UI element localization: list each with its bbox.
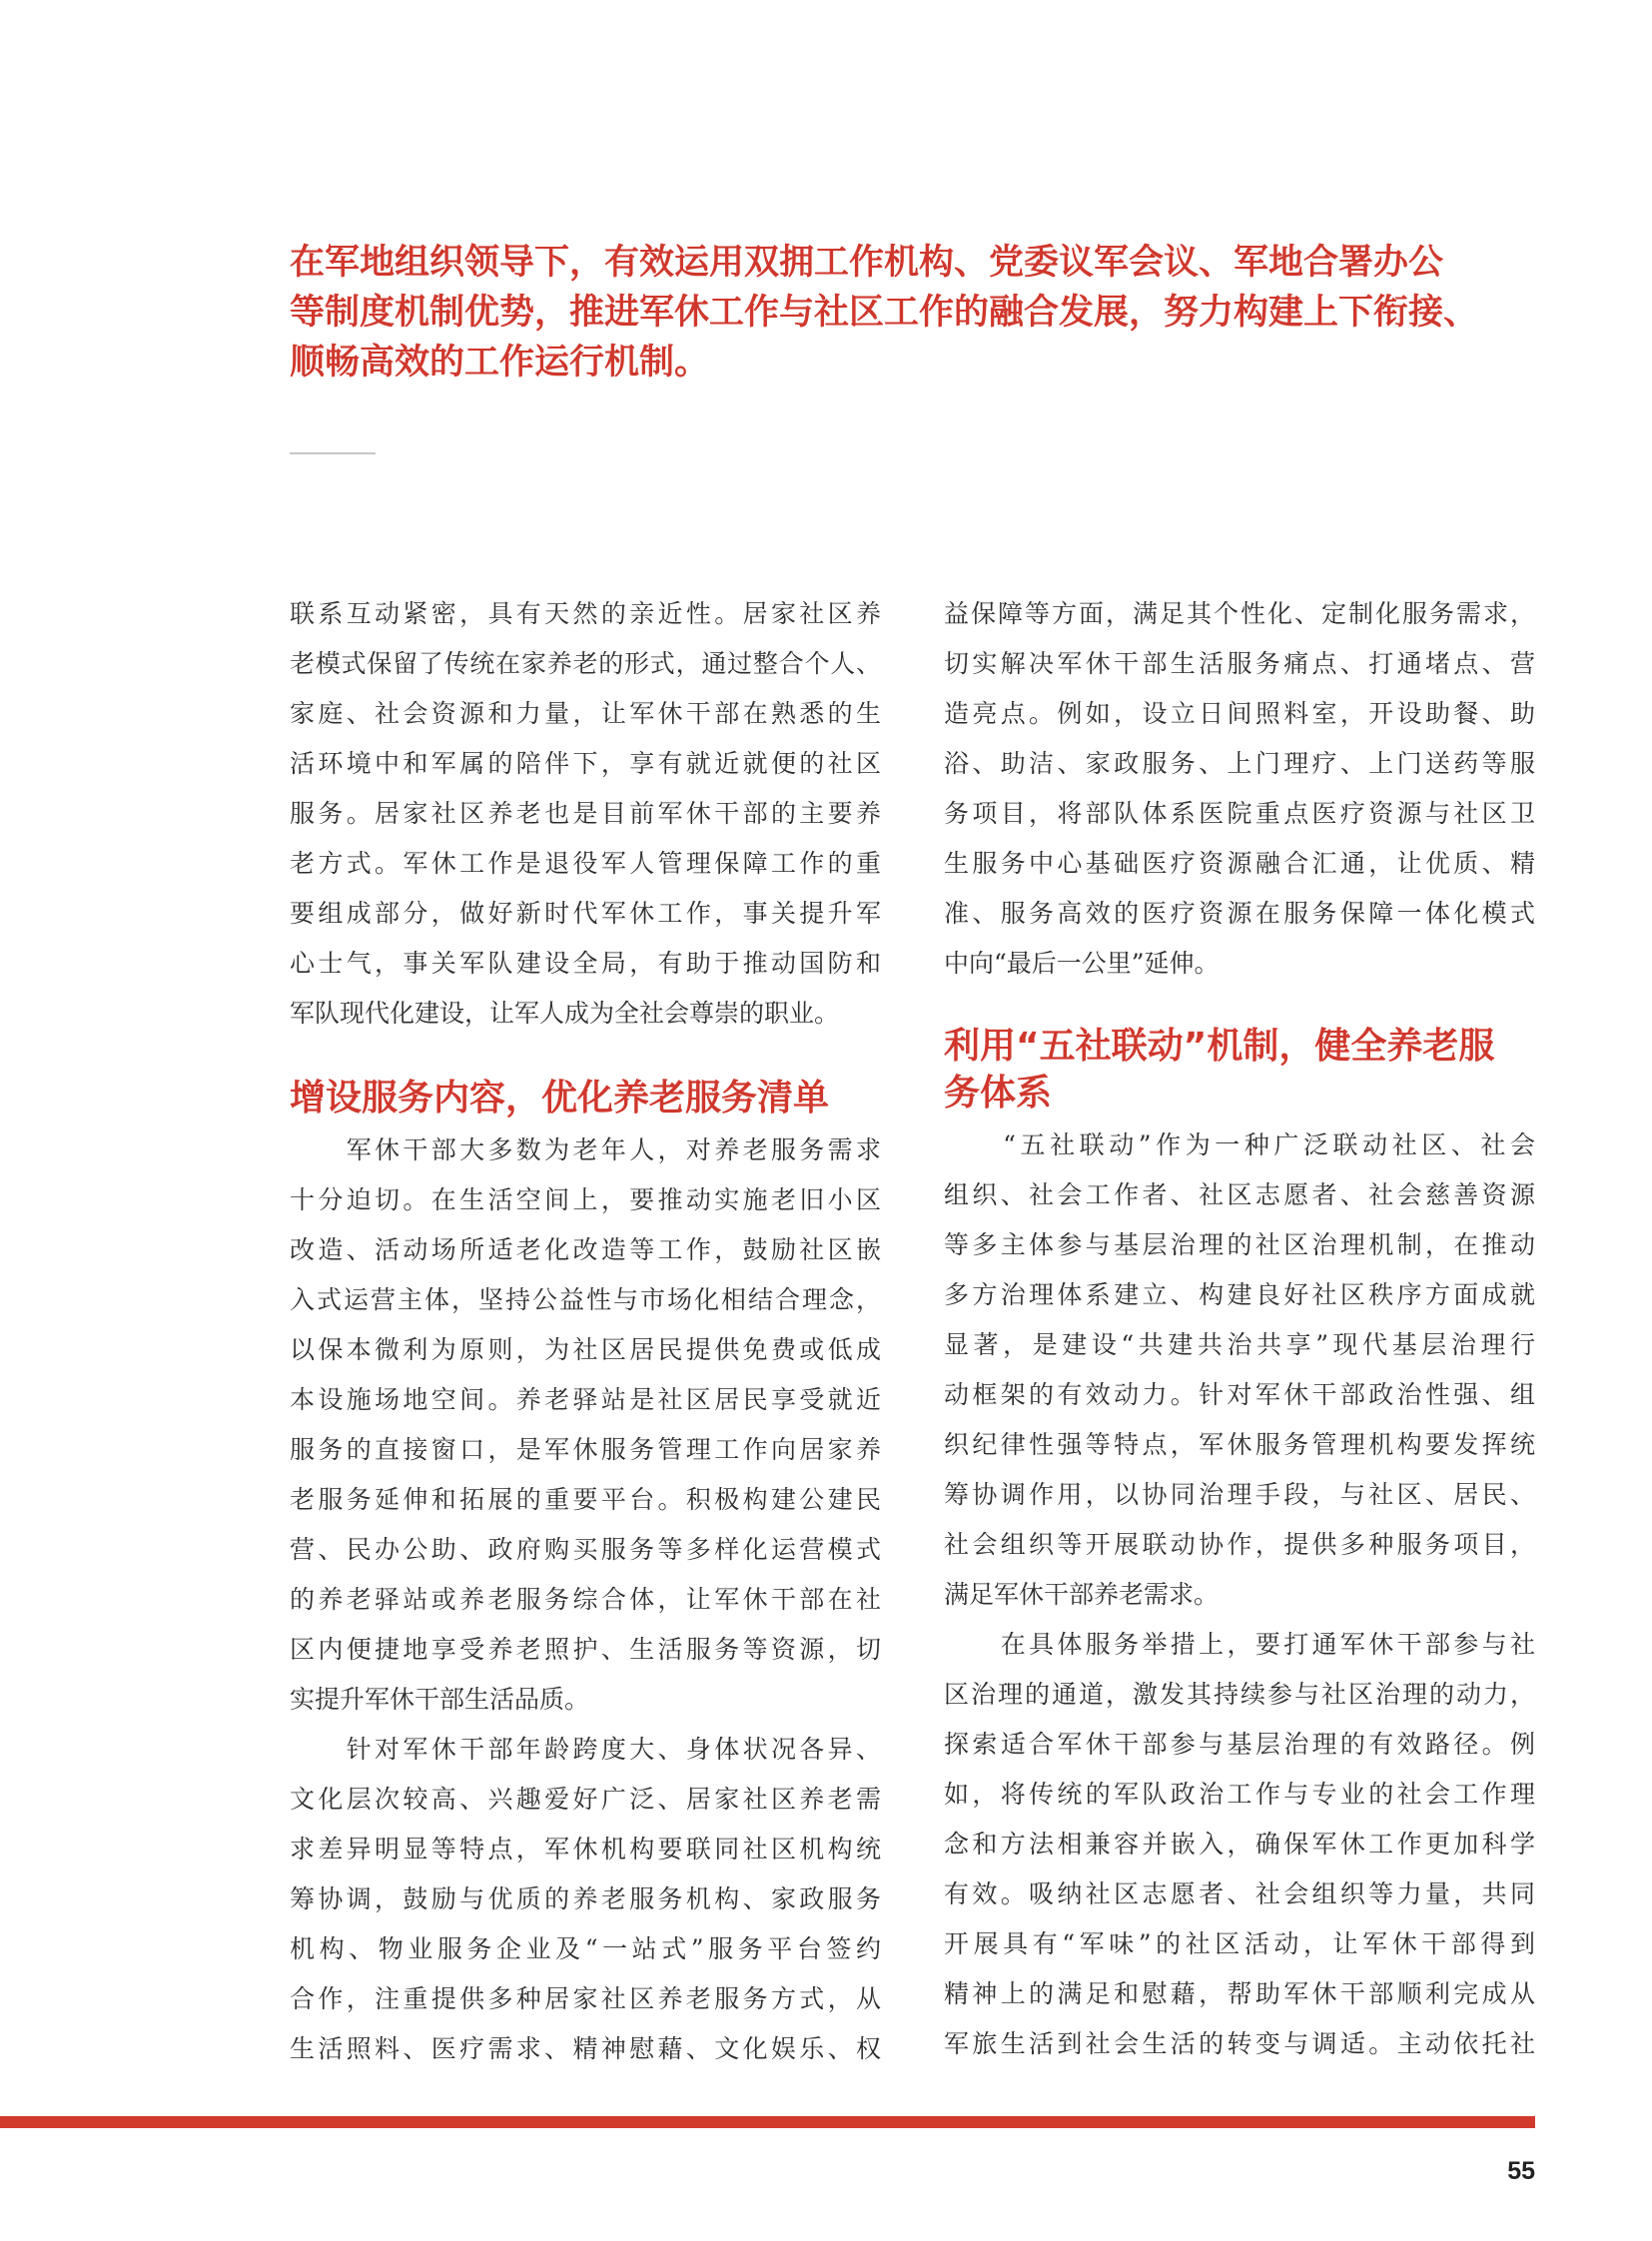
text-line: 中向“最后一公里”延伸。: [944, 949, 1220, 978]
text-line: 显著，是建设“共建共治共享”现代基层治理行: [944, 1330, 1535, 1359]
text-line: 针对军休干部年龄跨度大、身体状况各异、: [290, 1735, 881, 1764]
right-intro-paragraph: [944, 589, 1535, 989]
text-line: 筹协调作用，以协同治理手段，与社区、居民、: [944, 1480, 1535, 1509]
right-paragraph-1: [944, 1120, 1535, 1620]
text-line: 要组成部分，做好新时代军休工作，事关提升军: [290, 899, 881, 928]
text-line: 军休干部大多数为老年人，对养老服务需求: [290, 1135, 881, 1164]
text-line: 老模式保留了传统在家养老的形式，通过整合个人、: [290, 649, 881, 678]
text-line: 益保障等方面，满足其个性化、定制化服务需求，: [944, 599, 1535, 628]
pull-quote-line: 等制度机制优势，推进军休工作与社区工作的融合发展，努力构建上下衔接、: [290, 293, 1479, 333]
text-line: 合作，注重提供多种居家社区养老服务方式，从: [290, 1984, 881, 2013]
text-line: 老服务延伸和拓展的重要平台。积极构建公建民: [290, 1485, 881, 1514]
text-line: 生服务中心基础医疗资源融合汇通，让优质、精: [944, 849, 1535, 878]
text-line: “五社联动”作为一种广泛联动社区、社会: [944, 1130, 1535, 1159]
text-line: 切实解决军休干部生活服务痛点、打通堵点、营: [944, 649, 1535, 678]
text-line: 服务的直接窗口，是军休服务管理工作向居家养: [290, 1435, 881, 1464]
text-line: 在具体服务举措上，要打通军休干部参与社: [944, 1630, 1535, 1659]
text-line: 务项目，将部队体系医院重点医疗资源与社区卫: [944, 799, 1535, 828]
text-line: 开展具有“军味”的社区活动，让军休干部得到: [944, 1929, 1535, 1958]
text-line: 浴、助洁、家政服务、上门理疗、上门送药等服: [944, 749, 1535, 778]
right-paragraph-2: [944, 1620, 1535, 2069]
text-line: 准、服务高效的医疗资源在服务保障一体化模式: [944, 899, 1535, 928]
text-line: 服务。居家社区养老也是目前军休干部的主要养: [290, 799, 881, 828]
text-line: 以保本微利为原则，为社区居民提供免费或低成: [290, 1335, 881, 1364]
text-line: 精神上的满足和慰藉，帮助军休干部顺利完成从: [944, 1979, 1535, 2008]
text-line: 有效。吸纳社区志愿者、社会组织等力量，共同: [944, 1879, 1535, 1908]
text-line: 社会组织等开展联动协作，提供多种服务项目，: [944, 1530, 1535, 1559]
pull-quote-line: 在军地组织领导下，有效运用双拥工作机构、党委议军会议、军地合署办公: [290, 243, 1444, 283]
text-line: 探索适合军休干部参与基层治理的有效路径。例: [944, 1730, 1535, 1759]
text-line: 动框架的有效动力。针对军休干部政治性强、组: [944, 1380, 1535, 1409]
left-paragraph-1: [290, 1125, 881, 1725]
section-heading-line: 务体系: [944, 1073, 1053, 1114]
text-line: 本设施场地空间。养老驿站是社区居民享受就近: [290, 1385, 881, 1414]
text-line: 生活照料、医疗需求、精神慰藉、文化娱乐、权: [290, 2034, 881, 2063]
right-column: [944, 589, 1535, 2069]
text-line: 活环境中和军属的陪伴下，享有就近就便的社区: [290, 749, 881, 778]
text-line: 机构、物业服务企业及“一站式”服务平台签约: [290, 1934, 881, 1963]
text-line: 的养老驿站或养老服务综合体，让军休干部在社: [290, 1585, 881, 1614]
text-line: 十分迫切。在生活空间上，要推动实施老旧小区: [290, 1185, 881, 1214]
text-line: 织纪律性强等特点，军休服务管理机构要发挥统: [944, 1430, 1535, 1459]
section-heading: [290, 1075, 881, 1121]
text-line: 家庭、社会资源和力量，让军休干部在熟悉的生: [290, 699, 881, 728]
text-line: 等多主体参与基层治理的社区治理机制，在推动: [944, 1230, 1535, 1259]
text-line: 筹协调，鼓励与优质的养老服务机构、家政服务: [290, 1884, 881, 1913]
section-heading-line: 利用“五社联动”机制，健全养老服: [944, 1026, 1495, 1067]
section-heading-line: 增设服务内容，优化养老服务清单: [290, 1078, 830, 1119]
text-line: 造亮点。例如，设立日间照料室，开设助餐、助: [944, 699, 1535, 728]
pull-quote: [290, 238, 1479, 387]
text-line: 组织、社会工作者、社区志愿者、社会慈善资源: [944, 1180, 1535, 1209]
left-column: [290, 589, 881, 2074]
text-line: 多方治理体系建立、构建良好社区秩序方面成就: [944, 1280, 1535, 1309]
text-line: 文化层次较高、兴趣爱好广泛、居家社区养老需: [290, 1785, 881, 1814]
text-line: 念和方法相兼容并嵌入，确保军休工作更加科学: [944, 1830, 1535, 1859]
text-line: 区内便捷地享受养老照护、生活服务等资源，切: [290, 1635, 881, 1664]
section-heading: [944, 1023, 1535, 1117]
pull-quote-line: 顺畅高效的工作运行机制。: [290, 343, 710, 382]
text-line: 老方式。军休工作是退役军人管理保障工作的重: [290, 849, 881, 878]
text-line: 营、民办公助、政府购买服务等多样化运营模式: [290, 1535, 881, 1564]
text-line: 心士气，事关军队建设全局，有助于推动国防和: [290, 949, 881, 978]
left-paragraph-2: [290, 1725, 881, 2074]
page-number: 55: [1507, 2157, 1535, 2185]
divider-rule: [290, 452, 376, 454]
text-line: 如，将传统的军队政治工作与专业的社会工作理: [944, 1780, 1535, 1809]
text-line: 军队现代化建设，让军人成为全社会尊崇的职业。: [290, 999, 840, 1028]
footer-accent-bar: [0, 2116, 1535, 2128]
text-line: 联系互动紧密，具有天然的亲近性。居家社区养: [290, 599, 881, 628]
text-line: 改造、活动场所适老化改造等工作，鼓励社区嵌: [290, 1235, 881, 1264]
text-line: 实提升军休干部生活品质。: [290, 1685, 590, 1714]
text-line: 军旅生活到社会生活的转变与调适。主动依托社: [944, 2029, 1535, 2058]
text-line: 入式运营主体，坚持公益性与市场化相结合理念，: [290, 1285, 881, 1314]
left-intro-paragraph: [290, 589, 881, 1039]
text-line: 区治理的通道，激发其持续参与社区治理的动力，: [944, 1680, 1535, 1709]
text-line: 满足军休干部养老需求。: [944, 1580, 1220, 1609]
text-line: 求差异明显等特点，军休机构要联同社区机构统: [290, 1835, 881, 1864]
